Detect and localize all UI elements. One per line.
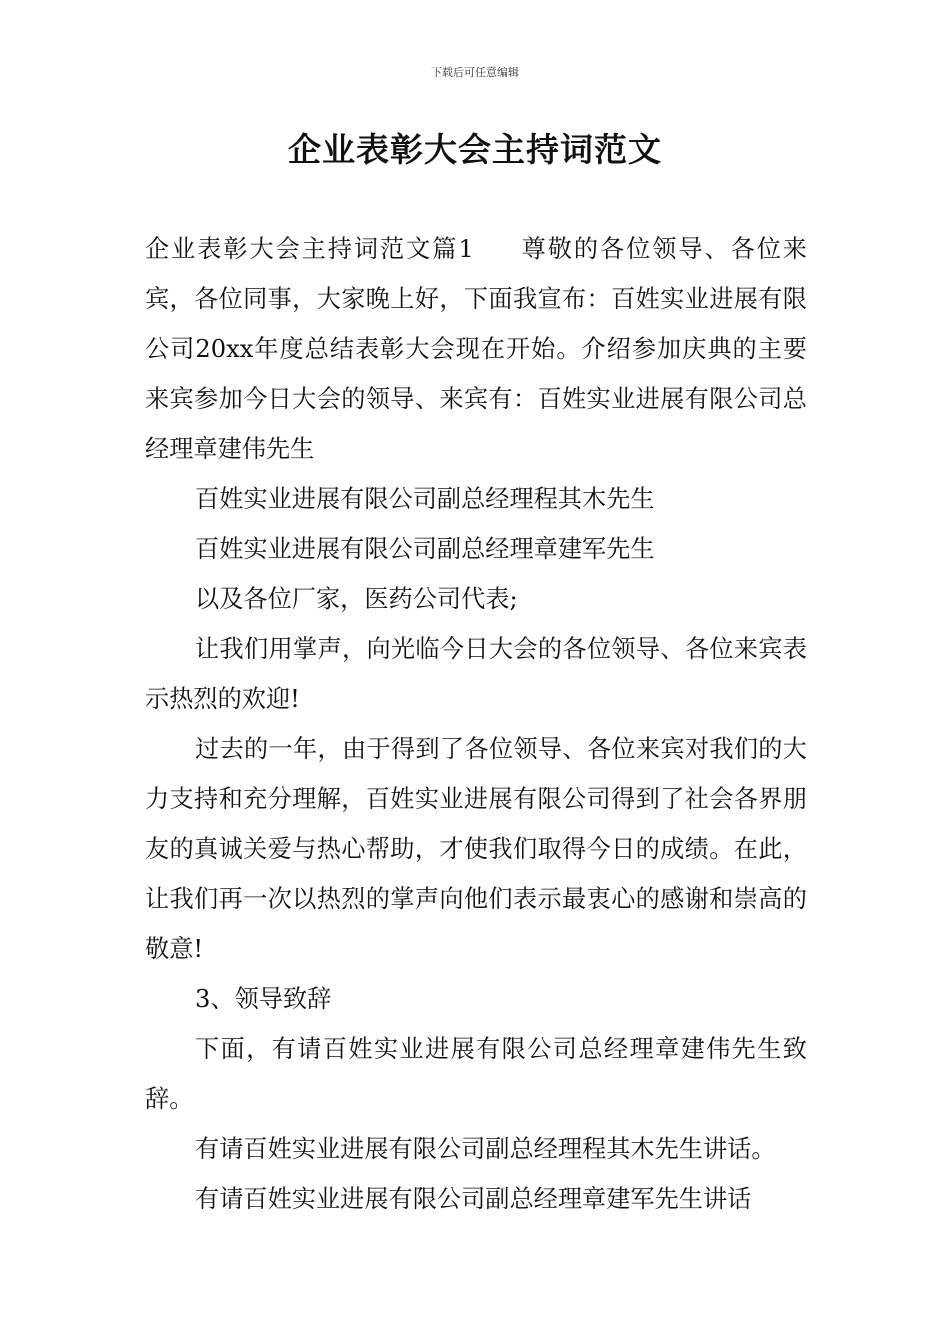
document-title: 企业表彰大会主持词范文: [288, 130, 662, 169]
document-body: [145, 224, 807, 1224]
paragraph: 下面，有请百姓实业进展有限公司总经理章建伟先生致辞。: [145, 1035, 807, 1113]
paragraph: 百姓实业进展有限公司副总经理程其木先生: [195, 485, 655, 513]
paragraph: 以及各位厂家，医药公司代表;: [195, 585, 518, 613]
intro-paragraph: [145, 224, 807, 474]
paragraph: 让我们用掌声，向光临今日大会的各位领导、各位来宾表示热烈的欢迎!: [145, 635, 807, 713]
header-note: 下载后可任意编辑: [431, 66, 519, 79]
section-heading: 企业表彰大会主持词范文篇1: [145, 235, 474, 263]
intro-text: 尊敬的各位领导、各位来宾，各位同事，大家晚上好，下面我宣布：百姓实业进展有限公司20xx年度总结表彰大会现在开始。介绍参加庆典的主要来宾参加今日大会的领导、来宾有：百姓实业进展有限公司总经理章建伟先生: [145, 235, 807, 463]
section-label: 3、领导致辞: [195, 985, 332, 1013]
paragraph: 有请百姓实业进展有限公司副总经理程其木先生讲话。: [195, 1135, 776, 1163]
paragraph: 百姓实业进展有限公司副总经理章建军先生: [195, 535, 655, 563]
paragraph: 过去的一年，由于得到了各位领导、各位来宾对我们的大力支持和充分理解，百姓实业进展有限公司得到了社会各界朋友的真诚关爱与热心帮助，才使我们取得今日的成绩。在此，让我们再一次以热烈的掌声向他们表示最衷心的感谢和崇高的敬意!: [145, 735, 807, 963]
paragraph: 有请百姓实业进展有限公司副总经理章建军先生讲话: [195, 1185, 752, 1213]
